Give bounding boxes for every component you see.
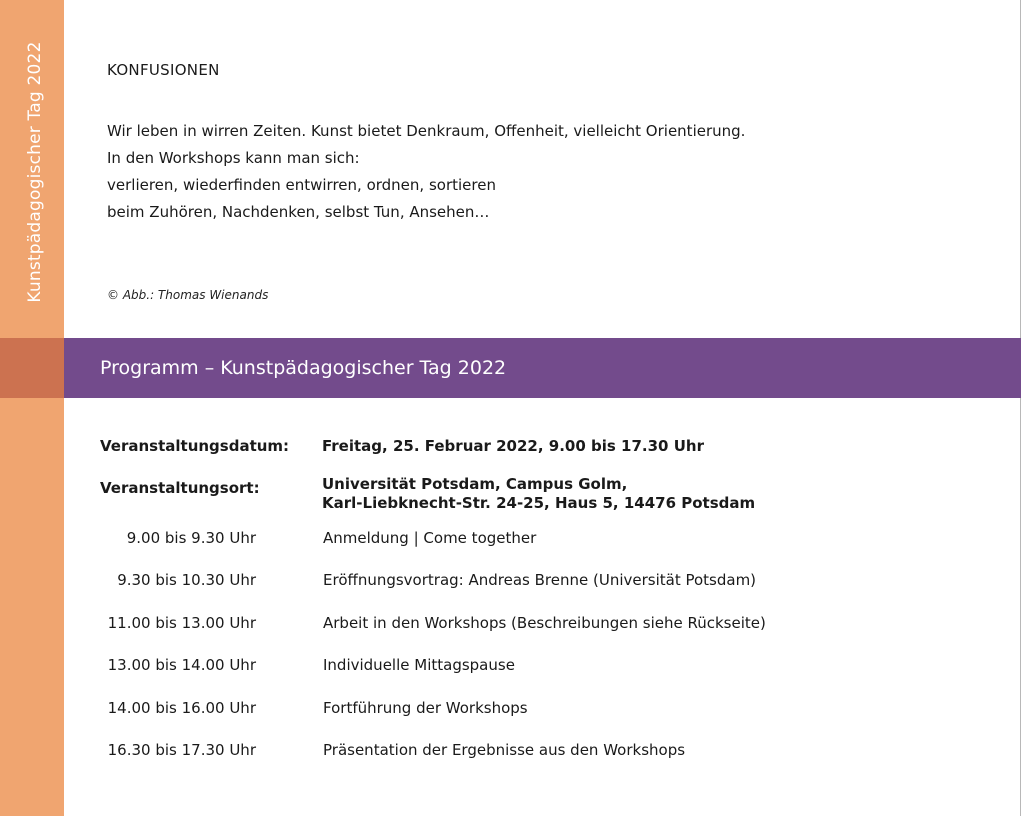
side-strip-accent <box>0 338 64 398</box>
intro-heading: KONFUSIONEN <box>107 61 220 79</box>
schedule-description: Arbeit in den Workshops (Beschreibungen siehe Rückseite) <box>323 614 766 632</box>
intro-line: verlieren, wiederfinden entwirren, ordnen, sortieren <box>107 176 496 194</box>
schedule-description: Präsentation der Ergebnisse aus den Workshops <box>323 741 686 759</box>
schedule-row <box>96 656 996 678</box>
schedule-description: Eröffnungsvortrag: Andreas Brenne (Universität Potsdam) <box>323 571 757 589</box>
schedule-description: Individuelle Mittagspause <box>323 656 515 674</box>
event-date-label: Veranstaltungsdatum: <box>100 437 290 455</box>
schedule-time: 16.30 bis 17.30 Uhr <box>107 741 256 759</box>
schedule-description: Fortführung der Workshops <box>323 699 528 717</box>
intro-line: In den Workshops kann man sich: <box>107 149 360 167</box>
schedule-row <box>96 699 996 721</box>
event-date-value: Freitag, 25. Februar 2022, 9.00 bis 17.30 Uhr <box>322 437 704 455</box>
vertical-event-title: Kunstpädagogischer Tag 2022 <box>25 41 45 303</box>
image-credit: © Abb.: Thomas Wienands <box>107 288 269 302</box>
schedule-row <box>96 529 996 551</box>
intro-line: Wir leben in wirren Zeiten. Kunst bietet Denkraum, Offenheit, vielleicht Orientierung. <box>107 122 746 140</box>
schedule-time: 9.30 bis 10.30 Uhr <box>117 571 256 589</box>
schedule-row <box>96 741 996 763</box>
location-line: Karl-Liebknecht-Str. 24-25, Haus 5, 14476 Potsdam <box>322 494 756 512</box>
schedule-time: 14.00 bis 16.00 Uhr <box>107 699 256 717</box>
schedule-time: 11.00 bis 13.00 Uhr <box>107 614 256 632</box>
intro-line: beim Zuhören, Nachdenken, selbst Tun, Ansehen… <box>107 203 490 221</box>
program-title: Programm – Kunstpädagogischer Tag 2022 <box>100 357 507 379</box>
location-line: Universität Potsdam, Campus Golm, <box>322 475 628 493</box>
page-edge-line <box>1020 0 1021 816</box>
event-location-value <box>322 475 755 513</box>
event-location-label: Veranstaltungsort: <box>100 479 260 497</box>
schedule-row <box>96 614 996 636</box>
schedule-time: 13.00 bis 14.00 Uhr <box>107 656 256 674</box>
intro-paragraph <box>107 118 967 226</box>
schedule-time: 9.00 bis 9.30 Uhr <box>126 529 256 547</box>
schedule-row <box>96 571 996 593</box>
schedule-description: Anmeldung | Come together <box>323 529 537 547</box>
